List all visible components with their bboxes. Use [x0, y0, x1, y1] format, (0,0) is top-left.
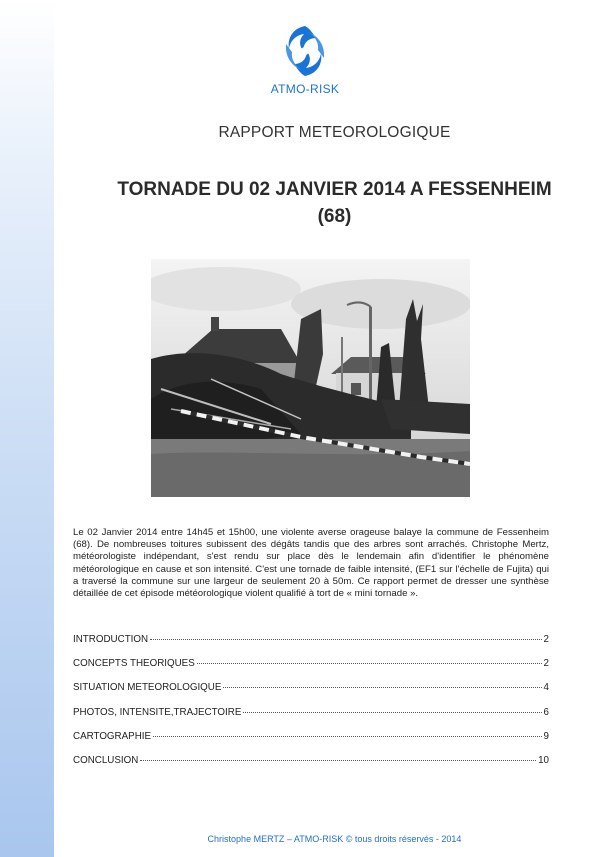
toc-page: 6 [543, 706, 549, 718]
report-label: RAPPORT METEOROLOGIQUE [218, 124, 451, 141]
logo-text: ATMO-RISK [270, 82, 340, 96]
toc-label: CONCLUSION [73, 754, 139, 766]
toc-label: PHOTOS, INTENSITE,TRAJECTOIRE [73, 706, 242, 718]
toc-leader [223, 687, 541, 688]
toc-page: 10 [538, 754, 549, 766]
toc-label: CARTOGRAPHIE [73, 730, 152, 742]
toc-item-introduction[interactable] [73, 634, 549, 658]
toc-page: 4 [543, 682, 549, 694]
toc-item-cartographie[interactable] [73, 731, 549, 755]
title-line-1: TORNADE DU 02 JANVIER 2014 A FESSENHEIM [117, 179, 552, 200]
summary-paragraph: Le 02 Janvier 2014 entre 14h45 et 15h00, une violente averse orageuse balaye la commune de Fessenheim (68). De nombreuses toitures subissent des dégâts tandis que des arbres sont arrachés. Christophe Mertz, météorologiste indépendant, s'est rendu sur place dès le lendemain afin d'identifier le phénomène météorologique en cause et son intensité. C'est une tornade de faible intensité, (EF1 sur l'échelle de Fujita) qui a traversé la commune sur une largeur de seulement 20 à 50m. Ce rapport permet de dresser une synthèse détaillée de cet épisode météorologique violent qualifié à tort de « mini tornade ». [73, 527, 549, 600]
toc-label: INTRODUCTION [73, 634, 149, 645]
toc-page: 9 [543, 730, 549, 742]
toc-item-concepts[interactable] [73, 658, 549, 682]
toc-leader [140, 760, 536, 761]
toc-item-situation[interactable] [73, 682, 549, 706]
toc-leader [243, 712, 541, 713]
toc-label: SITUATION METEOROLOGIQUE [73, 682, 222, 694]
toc-label: CONCEPTS THEORIQUES [73, 658, 195, 670]
tornado-damage-photo [151, 259, 470, 497]
toc-page: 2 [543, 658, 549, 670]
toc-item-photos[interactable] [73, 707, 549, 731]
footer-copyright: Christophe MERTZ – ATMO-RISK © tous droits réservés - 2014 [207, 834, 462, 844]
table-of-contents [73, 634, 549, 779]
side-gradient-bar [0, 0, 54, 857]
toc-item-conclusion[interactable] [73, 755, 549, 779]
toc-leader [150, 639, 541, 640]
title-line-2: (68) [317, 206, 352, 227]
logo [250, 22, 360, 96]
toc-leader [197, 663, 542, 664]
toc-page: 2 [543, 634, 549, 645]
cyclone-icon [282, 22, 328, 80]
toc-leader [153, 736, 542, 737]
page-title [54, 176, 615, 230]
